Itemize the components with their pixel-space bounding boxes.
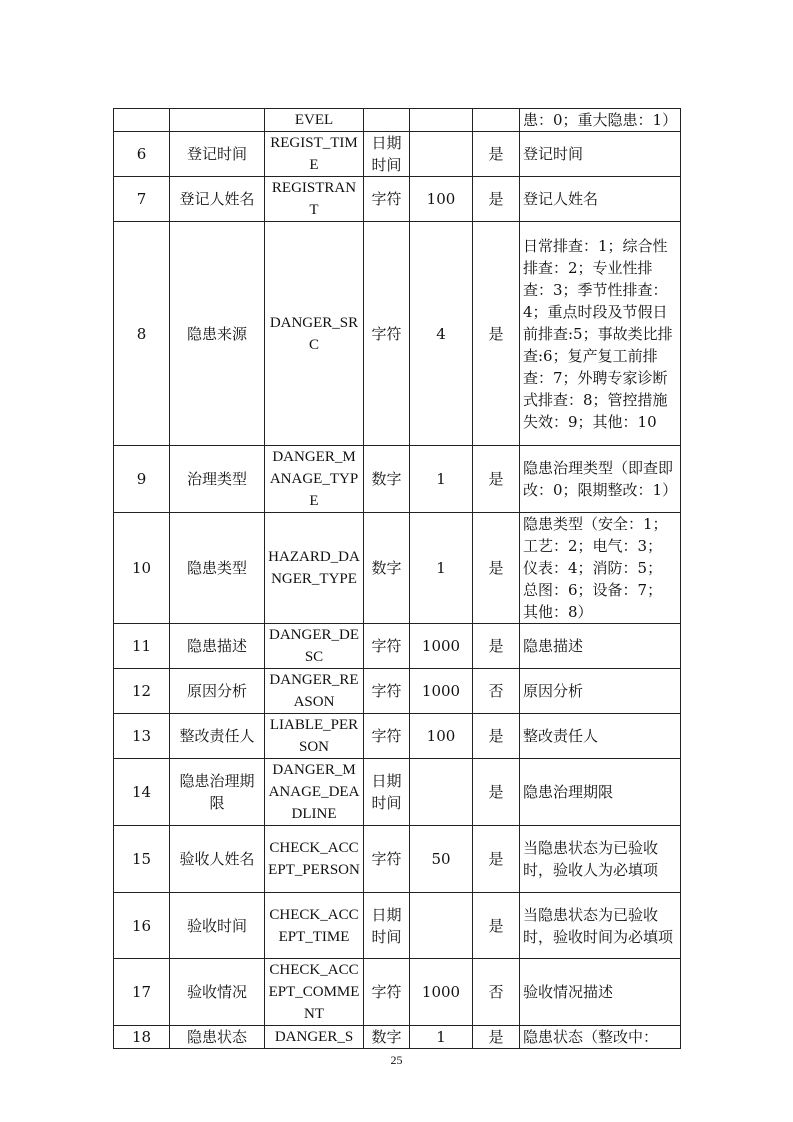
cell-number: 6 <box>114 132 170 177</box>
cell-description: 验收情况描述 <box>520 959 681 1026</box>
table-row <box>114 826 681 893</box>
cell-field-code: HAZARD_DANGER_TYPE <box>265 513 364 624</box>
cell-number: 17 <box>114 959 170 1026</box>
cell-field-code: CHECK_ACCEPT_TIME <box>265 893 364 959</box>
cell-data-type: 日期时间 <box>364 759 410 826</box>
cell-field-name: 隐患治理期限 <box>170 759 265 826</box>
cell-field-code: REGISTRANT <box>265 177 364 222</box>
cell-data-type: 日期时间 <box>364 132 410 177</box>
cell-description: 隐患描述 <box>520 624 681 669</box>
cell-required: 是 <box>473 446 520 513</box>
cell-field-code: EVEL <box>265 109 364 132</box>
table-row <box>114 959 681 1026</box>
table-row <box>114 132 681 177</box>
cell-description: 当隐患状态为已验收时，验收人为必填项 <box>520 826 681 893</box>
cell-required: 是 <box>473 714 520 759</box>
cell-required <box>473 109 520 132</box>
cell-required: 是 <box>473 759 520 826</box>
cell-number <box>114 109 170 132</box>
cell-number: 7 <box>114 177 170 222</box>
cell-required: 是 <box>473 624 520 669</box>
cell-description: 日常排查：1；综合性排查：2；专业性排查：3；季节性排查：4；重点时段及节假日前排查:5；事故类比排查:6；复产复工前排查：7；外聘专家诊断式排查：8；管控措施失效：9；其他：10 <box>520 222 681 446</box>
table-row <box>114 1026 681 1049</box>
cell-data-type: 数字 <box>364 513 410 624</box>
cell-field-name: 验收人姓名 <box>170 826 265 893</box>
cell-number: 10 <box>114 513 170 624</box>
cell-length <box>410 109 473 132</box>
cell-number: 13 <box>114 714 170 759</box>
cell-data-type: 日期时间 <box>364 893 410 959</box>
cell-length <box>410 893 473 959</box>
cell-number: 15 <box>114 826 170 893</box>
cell-data-type <box>364 109 410 132</box>
cell-number: 18 <box>114 1026 170 1049</box>
cell-length: 50 <box>410 826 473 893</box>
cell-required: 是 <box>473 826 520 893</box>
cell-required: 否 <box>473 959 520 1026</box>
cell-length <box>410 759 473 826</box>
cell-length: 1000 <box>410 959 473 1026</box>
cell-field-name: 验收时间 <box>170 893 265 959</box>
cell-number: 16 <box>114 893 170 959</box>
table-row <box>114 759 681 826</box>
cell-number: 12 <box>114 669 170 714</box>
cell-field-code: DANGER_REASON <box>265 669 364 714</box>
cell-data-type: 数字 <box>364 1026 410 1049</box>
cell-data-type: 字符 <box>364 177 410 222</box>
cell-description: 隐患治理类型（即查即改：0；限期整改：1） <box>520 446 681 513</box>
table-row <box>114 177 681 222</box>
cell-data-type: 数字 <box>364 446 410 513</box>
cell-description: 隐患类型（安全：1；工艺：2；电气：3；仪表：4；消防：5；总图：6；设备：7；其他：8） <box>520 513 681 624</box>
cell-length: 100 <box>410 714 473 759</box>
cell-description: 隐患治理期限 <box>520 759 681 826</box>
table-row <box>114 222 681 446</box>
table-row <box>114 714 681 759</box>
cell-field-name: 隐患类型 <box>170 513 265 624</box>
cell-description: 登记时间 <box>520 132 681 177</box>
cell-length <box>410 132 473 177</box>
cell-description: 整改责任人 <box>520 714 681 759</box>
cell-length: 1 <box>410 513 473 624</box>
cell-length: 1000 <box>410 624 473 669</box>
cell-required: 是 <box>473 132 520 177</box>
cell-number: 9 <box>114 446 170 513</box>
cell-required: 是 <box>473 222 520 446</box>
cell-field-name: 登记人姓名 <box>170 177 265 222</box>
cell-description: 原因分析 <box>520 669 681 714</box>
cell-data-type: 字符 <box>364 222 410 446</box>
cell-field-code: CHECK_ACCEPT_PERSON <box>265 826 364 893</box>
cell-description: 登记人姓名 <box>520 177 681 222</box>
cell-field-name: 隐患描述 <box>170 624 265 669</box>
cell-field-name <box>170 109 265 132</box>
cell-data-type: 字符 <box>364 624 410 669</box>
cell-field-code: DANGER_MANAGE_DEADLINE <box>265 759 364 826</box>
cell-required: 是 <box>473 513 520 624</box>
cell-field-name: 验收情况 <box>170 959 265 1026</box>
cell-required: 是 <box>473 893 520 959</box>
cell-field-name: 治理类型 <box>170 446 265 513</box>
cell-field-name: 隐患来源 <box>170 222 265 446</box>
table-row <box>114 109 681 132</box>
cell-length: 1000 <box>410 669 473 714</box>
cell-number: 14 <box>114 759 170 826</box>
cell-field-code: DANGER_MANAGE_TYPE <box>265 446 364 513</box>
cell-data-type: 字符 <box>364 669 410 714</box>
table-row <box>114 624 681 669</box>
cell-description: 隐患状态（整改中： <box>520 1026 681 1049</box>
cell-field-code: REGIST_TIME <box>265 132 364 177</box>
cell-field-name: 登记时间 <box>170 132 265 177</box>
cell-field-name: 整改责任人 <box>170 714 265 759</box>
cell-number: 11 <box>114 624 170 669</box>
cell-required: 否 <box>473 669 520 714</box>
cell-length: 1 <box>410 446 473 513</box>
cell-data-type: 字符 <box>364 714 410 759</box>
cell-length: 1 <box>410 1026 473 1049</box>
cell-description: 患：0；重大隐患：1） <box>520 109 681 132</box>
cell-field-name: 原因分析 <box>170 669 265 714</box>
cell-data-type: 字符 <box>364 826 410 893</box>
cell-length: 4 <box>410 222 473 446</box>
cell-length: 100 <box>410 177 473 222</box>
cell-number: 8 <box>114 222 170 446</box>
cell-field-code: LIABLE_PERSON <box>265 714 364 759</box>
cell-required: 是 <box>473 177 520 222</box>
page-number: 25 <box>390 1053 403 1067</box>
table-row <box>114 513 681 624</box>
table-row <box>114 446 681 513</box>
cell-field-code: DANGER_S <box>265 1026 364 1049</box>
field-definition-table <box>113 108 681 1049</box>
cell-field-code: DANGER_SRC <box>265 222 364 446</box>
table-row <box>114 893 681 959</box>
cell-field-code: CHECK_ACCEPT_COMMENT <box>265 959 364 1026</box>
cell-field-code: DANGER_DESC <box>265 624 364 669</box>
cell-data-type: 字符 <box>364 959 410 1026</box>
table-row <box>114 669 681 714</box>
cell-description: 当隐患状态为已验收时，验收时间为必填项 <box>520 893 681 959</box>
cell-required: 是 <box>473 1026 520 1049</box>
cell-field-name: 隐患状态 <box>170 1026 265 1049</box>
